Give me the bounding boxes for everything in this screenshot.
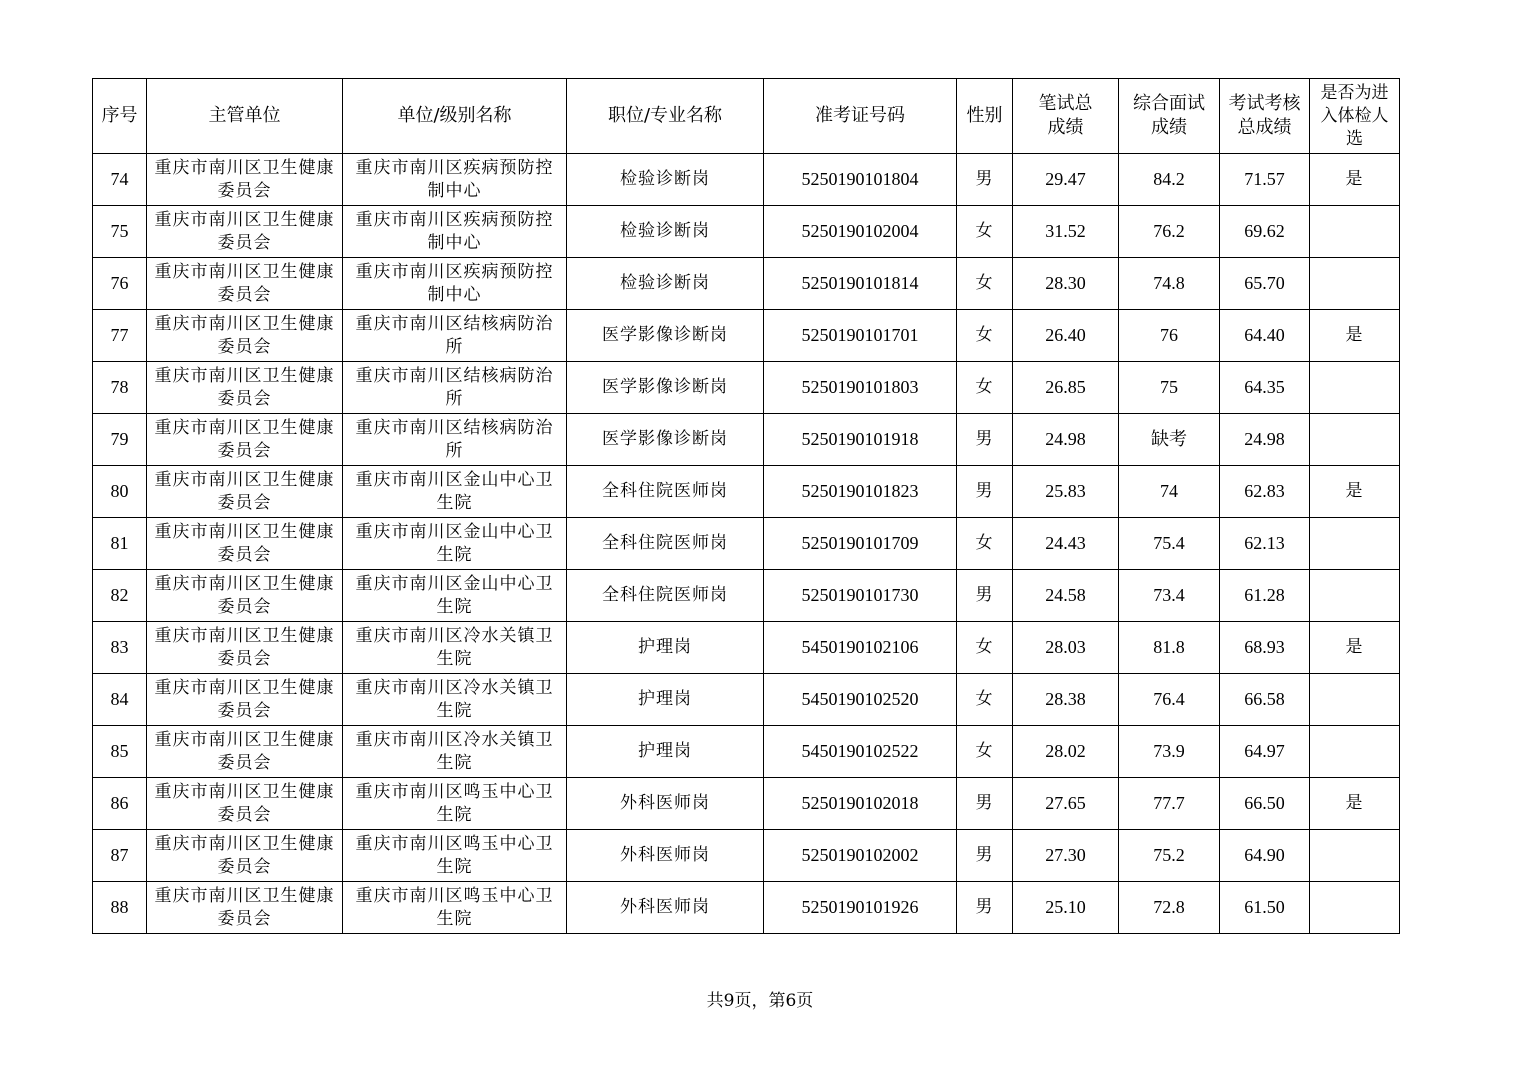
cell-unit: 重庆市南川区冷水关镇卫生院 [343, 622, 567, 674]
header-authority: 主管单位 [147, 79, 343, 154]
table-row [93, 414, 1400, 466]
header-selected [1310, 79, 1400, 154]
cell-gender: 男 [957, 778, 1013, 830]
cell-authority: 重庆市南川区卫生健康委员会 [147, 778, 343, 830]
cell-selected [1310, 570, 1400, 622]
cell-total: 61.28 [1220, 570, 1310, 622]
cell-selected [1310, 362, 1400, 414]
cell-written: 31.52 [1013, 206, 1119, 258]
cell-seq: 82 [93, 570, 147, 622]
cell-interview: 72.8 [1119, 882, 1220, 934]
cell-total: 68.93 [1220, 622, 1310, 674]
cell-unit: 重庆市南川区金山中心卫生院 [343, 466, 567, 518]
cell-selected [1310, 882, 1400, 934]
cell-position: 护理岗 [567, 726, 764, 778]
header-gender: 性别 [957, 79, 1013, 154]
cell-unit: 重庆市南川区疾病预防控制中心 [343, 206, 567, 258]
cell-interview: 75.2 [1119, 830, 1220, 882]
table-row [93, 258, 1400, 310]
cell-written: 29.47 [1013, 154, 1119, 206]
cell-authority: 重庆市南川区卫生健康委员会 [147, 518, 343, 570]
header-total [1220, 79, 1310, 154]
cell-seq: 80 [93, 466, 147, 518]
cell-gender: 女 [957, 726, 1013, 778]
cell-written: 26.85 [1013, 362, 1119, 414]
cell-position: 医学影像诊断岗 [567, 414, 764, 466]
cell-authority: 重庆市南川区卫生健康委员会 [147, 154, 343, 206]
cell-written: 25.10 [1013, 882, 1119, 934]
page-footer: 共9页，第6页 [706, 991, 814, 1011]
header-written [1013, 79, 1119, 154]
cell-authority: 重庆市南川区卫生健康委员会 [147, 830, 343, 882]
cell-ticket: 5250190102018 [764, 778, 957, 830]
cell-unit: 重庆市南川区冷水关镇卫生院 [343, 674, 567, 726]
cell-position: 检验诊断岗 [567, 206, 764, 258]
table-row [93, 466, 1400, 518]
cell-authority: 重庆市南川区卫生健康委员会 [147, 310, 343, 362]
cell-selected [1310, 206, 1400, 258]
cell-gender: 女 [957, 206, 1013, 258]
cell-ticket: 5250190101926 [764, 882, 957, 934]
cell-selected [1310, 830, 1400, 882]
cell-written: 28.02 [1013, 726, 1119, 778]
cell-unit: 重庆市南川区结核病防治所 [343, 310, 567, 362]
cell-gender: 男 [957, 882, 1013, 934]
cell-position: 全科住院医师岗 [567, 570, 764, 622]
cell-selected [1310, 414, 1400, 466]
cell-unit: 重庆市南川区鸣玉中心卫生院 [343, 882, 567, 934]
table-row [93, 622, 1400, 674]
cell-seq: 79 [93, 414, 147, 466]
cell-position: 检验诊断岗 [567, 154, 764, 206]
cell-total: 66.58 [1220, 674, 1310, 726]
cell-ticket: 5250190101709 [764, 518, 957, 570]
table-row [93, 882, 1400, 934]
cell-unit: 重庆市南川区金山中心卫生院 [343, 518, 567, 570]
cell-interview: 缺考 [1119, 414, 1220, 466]
cell-selected [1310, 258, 1400, 310]
cell-written: 27.65 [1013, 778, 1119, 830]
cell-total: 24.98 [1220, 414, 1310, 466]
cell-total: 62.83 [1220, 466, 1310, 518]
cell-position: 护理岗 [567, 674, 764, 726]
cell-ticket: 5250190102002 [764, 830, 957, 882]
cell-position: 外科医师岗 [567, 830, 764, 882]
cell-ticket: 5250190101803 [764, 362, 957, 414]
cell-ticket: 5250190102004 [764, 206, 957, 258]
header-interview [1119, 79, 1220, 154]
cell-authority: 重庆市南川区卫生健康委员会 [147, 882, 343, 934]
table-row [93, 830, 1400, 882]
cell-total: 66.50 [1220, 778, 1310, 830]
cell-authority: 重庆市南川区卫生健康委员会 [147, 726, 343, 778]
cell-seq: 83 [93, 622, 147, 674]
cell-gender: 男 [957, 154, 1013, 206]
cell-selected [1310, 518, 1400, 570]
cell-authority: 重庆市南川区卫生健康委员会 [147, 466, 343, 518]
cell-position: 护理岗 [567, 622, 764, 674]
cell-unit: 重庆市南川区疾病预防控制中心 [343, 154, 567, 206]
cell-ticket: 5250190101804 [764, 154, 957, 206]
cell-gender: 男 [957, 414, 1013, 466]
cell-selected: 是 [1310, 466, 1400, 518]
cell-interview: 73.4 [1119, 570, 1220, 622]
cell-authority: 重庆市南川区卫生健康委员会 [147, 414, 343, 466]
cell-total: 71.57 [1220, 154, 1310, 206]
cell-authority: 重庆市南川区卫生健康委员会 [147, 258, 343, 310]
cell-ticket: 5450190102106 [764, 622, 957, 674]
cell-seq: 75 [93, 206, 147, 258]
cell-written: 25.83 [1013, 466, 1119, 518]
cell-total: 64.97 [1220, 726, 1310, 778]
cell-written: 24.98 [1013, 414, 1119, 466]
cell-selected: 是 [1310, 310, 1400, 362]
header-unit: 单位/级别名称 [343, 79, 567, 154]
cell-seq: 76 [93, 258, 147, 310]
cell-unit: 重庆市南川区结核病防治所 [343, 414, 567, 466]
cell-seq: 74 [93, 154, 147, 206]
cell-gender: 女 [957, 310, 1013, 362]
cell-selected [1310, 726, 1400, 778]
cell-position: 外科医师岗 [567, 778, 764, 830]
cell-interview: 75.4 [1119, 518, 1220, 570]
cell-ticket: 5450190102520 [764, 674, 957, 726]
cell-unit: 重庆市南川区鸣玉中心卫生院 [343, 778, 567, 830]
cell-ticket: 5250190101730 [764, 570, 957, 622]
cell-authority: 重庆市南川区卫生健康委员会 [147, 206, 343, 258]
cell-gender: 女 [957, 518, 1013, 570]
cell-total: 64.35 [1220, 362, 1310, 414]
header-position: 职位/专业名称 [567, 79, 764, 154]
table-row [93, 778, 1400, 830]
header-written-label: 笔试总成绩 [1038, 93, 1093, 138]
cell-authority: 重庆市南川区卫生健康委员会 [147, 622, 343, 674]
cell-position: 医学影像诊断岗 [567, 362, 764, 414]
table-row [93, 362, 1400, 414]
cell-selected: 是 [1310, 622, 1400, 674]
cell-interview: 76.4 [1119, 674, 1220, 726]
cell-seq: 85 [93, 726, 147, 778]
table-row [93, 206, 1400, 258]
cell-selected [1310, 674, 1400, 726]
cell-written: 27.30 [1013, 830, 1119, 882]
cell-seq: 88 [93, 882, 147, 934]
header-row [93, 79, 1400, 154]
cell-ticket: 5250190101823 [764, 466, 957, 518]
cell-unit: 重庆市南川区鸣玉中心卫生院 [343, 830, 567, 882]
cell-ticket: 5250190101918 [764, 414, 957, 466]
cell-written: 28.30 [1013, 258, 1119, 310]
table-row [93, 570, 1400, 622]
cell-interview: 81.8 [1119, 622, 1220, 674]
cell-interview: 74.8 [1119, 258, 1220, 310]
cell-total: 62.13 [1220, 518, 1310, 570]
cell-gender: 女 [957, 362, 1013, 414]
cell-unit: 重庆市南川区结核病防治所 [343, 362, 567, 414]
cell-total: 69.62 [1220, 206, 1310, 258]
cell-unit: 重庆市南川区疾病预防控制中心 [343, 258, 567, 310]
cell-interview: 76 [1119, 310, 1220, 362]
cell-unit: 重庆市南川区金山中心卫生院 [343, 570, 567, 622]
header-ticket: 准考证号码 [764, 79, 957, 154]
cell-written: 28.38 [1013, 674, 1119, 726]
header-selected-label: 是否为进入体检人选 [1320, 82, 1389, 149]
cell-seq: 87 [93, 830, 147, 882]
cell-seq: 86 [93, 778, 147, 830]
cell-authority: 重庆市南川区卫生健康委员会 [147, 362, 343, 414]
cell-gender: 女 [957, 622, 1013, 674]
cell-authority: 重庆市南川区卫生健康委员会 [147, 570, 343, 622]
cell-position: 全科住院医师岗 [567, 466, 764, 518]
cell-selected: 是 [1310, 154, 1400, 206]
cell-interview: 75 [1119, 362, 1220, 414]
header-seq: 序号 [93, 79, 147, 154]
table-row [93, 518, 1400, 570]
cell-ticket: 5250190101814 [764, 258, 957, 310]
cell-selected: 是 [1310, 778, 1400, 830]
cell-ticket: 5250190101701 [764, 310, 957, 362]
cell-gender: 男 [957, 830, 1013, 882]
cell-seq: 84 [93, 674, 147, 726]
results-table [92, 78, 1400, 934]
cell-total: 61.50 [1220, 882, 1310, 934]
cell-gender: 女 [957, 258, 1013, 310]
table-row [93, 674, 1400, 726]
cell-interview: 77.7 [1119, 778, 1220, 830]
cell-gender: 男 [957, 466, 1013, 518]
table-row [93, 154, 1400, 206]
cell-seq: 81 [93, 518, 147, 570]
table-row [93, 726, 1400, 778]
header-total-label: 考试考核总成绩 [1228, 93, 1301, 138]
cell-interview: 84.2 [1119, 154, 1220, 206]
cell-gender: 女 [957, 674, 1013, 726]
cell-written: 28.03 [1013, 622, 1119, 674]
cell-interview: 76.2 [1119, 206, 1220, 258]
cell-unit: 重庆市南川区冷水关镇卫生院 [343, 726, 567, 778]
cell-position: 外科医师岗 [567, 882, 764, 934]
cell-position: 检验诊断岗 [567, 258, 764, 310]
cell-position: 全科住院医师岗 [567, 518, 764, 570]
header-interview-label: 综合面试成绩 [1133, 93, 1205, 138]
cell-interview: 74 [1119, 466, 1220, 518]
cell-total: 64.40 [1220, 310, 1310, 362]
cell-written: 24.43 [1013, 518, 1119, 570]
cell-gender: 男 [957, 570, 1013, 622]
cell-authority: 重庆市南川区卫生健康委员会 [147, 674, 343, 726]
cell-total: 65.70 [1220, 258, 1310, 310]
cell-ticket: 5450190102522 [764, 726, 957, 778]
cell-written: 24.58 [1013, 570, 1119, 622]
cell-seq: 77 [93, 310, 147, 362]
table-row [93, 310, 1400, 362]
cell-total: 64.90 [1220, 830, 1310, 882]
cell-interview: 73.9 [1119, 726, 1220, 778]
cell-position: 医学影像诊断岗 [567, 310, 764, 362]
cell-written: 26.40 [1013, 310, 1119, 362]
cell-seq: 78 [93, 362, 147, 414]
